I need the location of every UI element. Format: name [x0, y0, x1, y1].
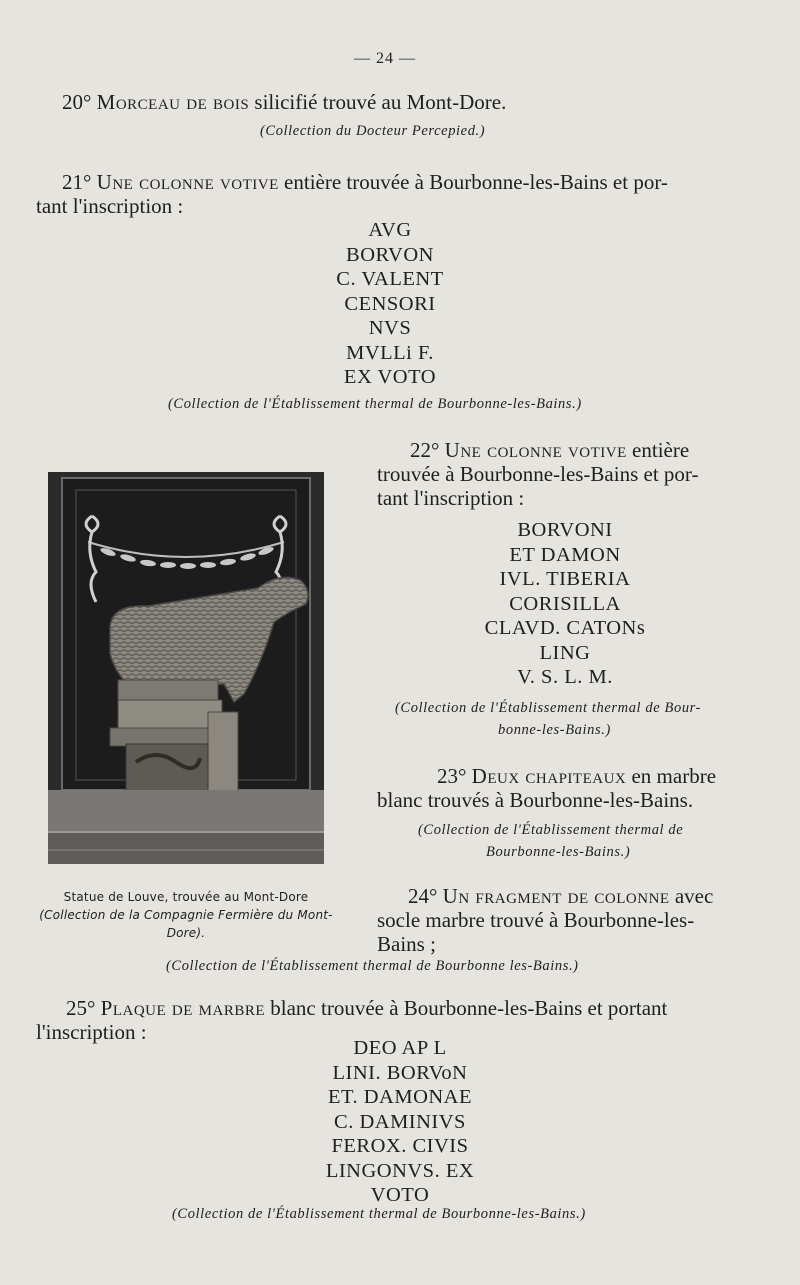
entry-20-heading: [62, 90, 506, 114]
inscription-line: C. DAMINIVS: [334, 1110, 466, 1133]
entry-25-text-line2: l'inscription :: [36, 1020, 147, 1044]
entry-22-text-line3: tant l'inscription :: [377, 486, 525, 510]
inscription-line: FEROX. CIVIS: [331, 1135, 469, 1157]
entry-25-inscription: [290, 1036, 510, 1208]
entry-text: avec: [669, 884, 714, 908]
entry-number: 23°: [437, 764, 467, 788]
entry-21-inscription: [290, 218, 490, 390]
inscription-line: LINI. BORVoN: [332, 1061, 468, 1084]
entry-24-heading: [408, 884, 713, 908]
entry-24-text-line3: Bains ;: [377, 932, 436, 956]
entry-25-collection: (Collection de l'Établissement thermal de Bourbonne-les-Bains.): [172, 1206, 586, 1222]
entry-text: en marbre: [626, 764, 717, 788]
inscription-line: NVS: [368, 317, 412, 339]
inscription-line: CORISILLA: [509, 592, 621, 615]
inscription-line: CLAVD. CATONs: [484, 617, 646, 639]
inscription-line: LINGONVS. EX: [325, 1159, 475, 1182]
entry-21-text-line2: tant l'inscription :: [36, 194, 184, 218]
statue-photo: [48, 472, 324, 864]
entry-number: 21°: [62, 170, 92, 194]
inscription-line: MVLLi F.: [346, 341, 434, 364]
entry-text: entière trouvée à Bourbonne-les-Bains et por-: [278, 170, 668, 194]
wolf-statue-image: [48, 472, 324, 864]
entry-number: 25°: [66, 996, 96, 1020]
entry-title: Deux chapiteaux: [471, 764, 627, 788]
entry-25-heading: [66, 996, 667, 1020]
entry-number: 24°: [408, 884, 438, 908]
entry-21-heading: [62, 170, 668, 194]
inscription-line: BORVON: [346, 243, 434, 266]
page-number: — 24 —: [354, 50, 416, 67]
entry-text: entière: [626, 438, 690, 462]
inscription-line: IVL. TIBERIA: [499, 568, 631, 590]
entry-number: 20°: [62, 90, 92, 114]
entry-title: Un fragment de colonne: [442, 884, 670, 908]
inscription-line: CENSORI: [344, 292, 436, 315]
entry-22-text-line2: trouvée à Bourbonne-les-Bains et por-: [377, 462, 699, 486]
inscription-line: VOTO: [370, 1184, 430, 1206]
entry-23-heading: [437, 764, 716, 788]
inscription-line: BORVONI: [517, 519, 613, 541]
entry-title: Une colonne votive: [96, 170, 279, 194]
entry-21-collection: (Collection de l'Établissement thermal de Bourbonne-les-Bains.): [168, 396, 582, 412]
figure-caption: [30, 888, 342, 942]
inscription-line: ET DAMON: [509, 543, 621, 566]
inscription-line: EX VOTO: [343, 366, 437, 388]
entry-text: blanc trouvée à Bourbonne-les-Bains et portant: [265, 996, 668, 1020]
inscription-line: DEO AP L: [353, 1037, 447, 1059]
entry-24-text-line2: socle marbre trouvé à Bourbonne-les-: [377, 908, 695, 932]
inscription-line: AVG: [368, 219, 412, 241]
entry-23-collection-line1: (Collection de l'Établissement thermal de: [418, 822, 684, 838]
entry-22-collection-line2: bonne-les-Bains.): [498, 722, 611, 738]
entry-title: Une colonne votive: [444, 438, 627, 462]
entry-22-collection-line1: (Collection de l'Établissement thermal de Bour-: [395, 700, 702, 716]
inscription-line: C. VALENT: [336, 268, 444, 290]
entry-title: Plaque de marbre: [100, 996, 266, 1020]
entry-20-collection: (Collection du Docteur Percepied.): [260, 123, 486, 139]
inscription-line: ET. DAMONAE: [327, 1086, 473, 1108]
inscription-line: V. S. L. M.: [517, 666, 613, 688]
entry-number: 22°: [410, 438, 440, 462]
caption-title: Statue de Louve, trouvée au Mont-Dore: [63, 890, 309, 904]
entry-24-collection: (Collection de l'Établissement thermal de Bourbonne les-Bains.): [166, 958, 579, 974]
entry-text: silicifié trouvé au Mont-Dore.: [249, 90, 507, 114]
caption-collection: (Collection de la Compagnie Fermière du Mont-Dore).: [39, 908, 333, 940]
entry-23-collection-line2: Bourbonne-les-Bains.): [486, 844, 631, 860]
entry-23-text-line2: blanc trouvés à Bourbonne-les-Bains.: [377, 788, 694, 812]
entry-title: Morceau de bois: [96, 90, 250, 114]
entry-22-inscription: [460, 518, 670, 690]
entry-22-heading: [410, 438, 689, 462]
inscription-line: LING: [539, 641, 591, 664]
